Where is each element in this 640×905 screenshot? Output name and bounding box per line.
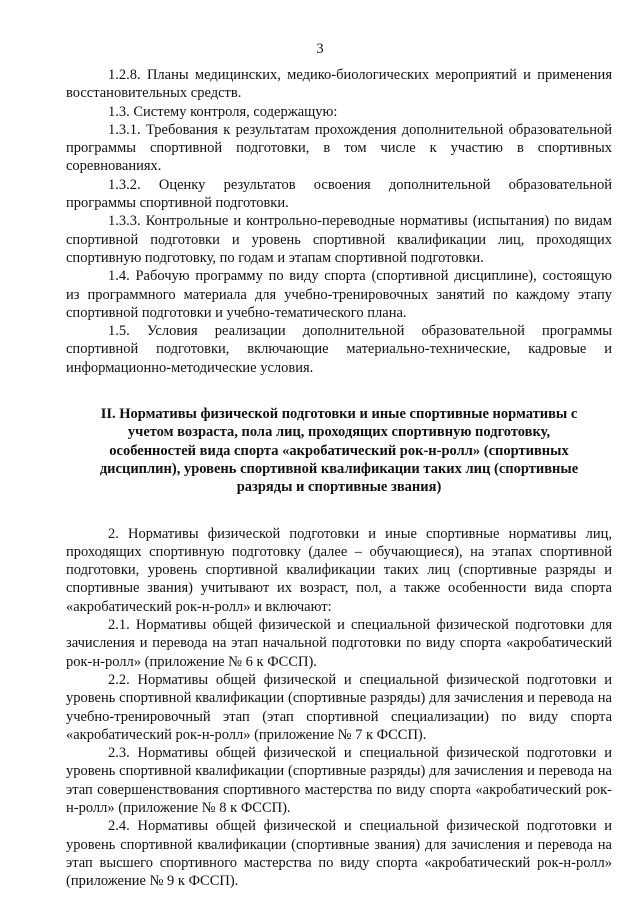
section-heading: II. Нормативы физической подготовки и иные спортивные нормативы с учетом возраста, пола лиц, проходящих спортивную подготовку, особенностей вида спорта «акробатический рок-н-ролл» (спортивных дисциплин), уровень спортивной квалификации таких лиц (спортивные разряды и спортивные звания) — [99, 406, 579, 496]
paragraph-1-3-3: 1.3.3. Контрольные и контрольно-переводные нормативы (испытания) по видам спортивной подготовки и уровень спортивной квалификации лиц, проходящих спортивную подготовку, по годам и этапам спортивной подготовки. — [66, 213, 612, 266]
paragraph-1-2-8: 1.2.8. Планы медицинских, медико-биологических мероприятий и применения восстановительных средств. — [66, 67, 612, 102]
paragraph-2-1: 2.1. Нормативы общей физической и специальной физической подготовки для зачисления и перевода на этап начальной подготовки по виду спорта «акробатический рок-н-ролл» (приложение № 6 к ФССП). — [66, 617, 612, 670]
paragraph-2: 2. Нормативы физической подготовки и иные спортивные нормативы лиц, проходящих спортивную подготовку (далее – обучающиеся), на этапах спортивной подготовки, уровень спортивной квалификации таких лиц (спортивные разряды и спортивные звания) учитывают их возраст, пол, а также особенности вида спорта «акробатический рок-н-ролл» и включают: — [66, 525, 612, 615]
paragraph-2-3: 2.3. Нормативы общей физической и специальной физической подготовки и уровень спортивной квалификации (спортивные разряды) для зачисления и перевода на этап совершенствования спортивного мастерства по виду спорта «акробатический рок-н-ролл» (приложение № 8 к ФССП). — [66, 745, 612, 816]
paragraph-1-4: 1.4. Рабочую программу по виду спорта (спортивной дисциплине), состоящую из программного материала для учебно-тренировочных занятий по каждому этапу спортивной подготовки и учебно-тематического плана. — [66, 268, 612, 321]
document-content — [66, 66, 612, 890]
paragraph-1-5: 1.5. Условия реализации дополнительной образовательной программы спортивной подготовки, включающие материально-технические, кадровые и информационно-методические условия. — [66, 323, 612, 376]
paragraph-1-3-1: 1.3.1. Требования к результатам прохождения дополнительной образовательной программы спортивной подготовки, в том числе к участию в спортивных соревнованиях. — [66, 121, 612, 175]
paragraph-1-3-2: 1.3.2. Оценку результатов освоения дополнительной образовательной программы спортивной подготовки. — [66, 176, 612, 212]
section-body — [66, 525, 612, 891]
paragraph-2-4: 2.4. Нормативы общей физической и специальной физической подготовки и уровень спортивной квалификации (спортивные звания) для зачисления и перевода на этап высшего спортивного мастерства по виду спорта «акробатический рок-н-ролл» (приложение № 9 к ФССП). — [66, 818, 612, 890]
paragraph-2-2: 2.2. Нормативы общей физической и специальной физической подготовки и уровень спортивной квалификации (спортивные разряды) для зачисления и перевода на учебно-тренировочный этап (этап спортивной специализации) по виду спорта «акробатический рок-н-ролл» (приложение № 7 к ФССП). — [66, 671, 612, 743]
paragraph-1-3: 1.3. Систему контроля, содержащую: — [108, 103, 338, 120]
page-number: 3 — [316, 41, 324, 57]
